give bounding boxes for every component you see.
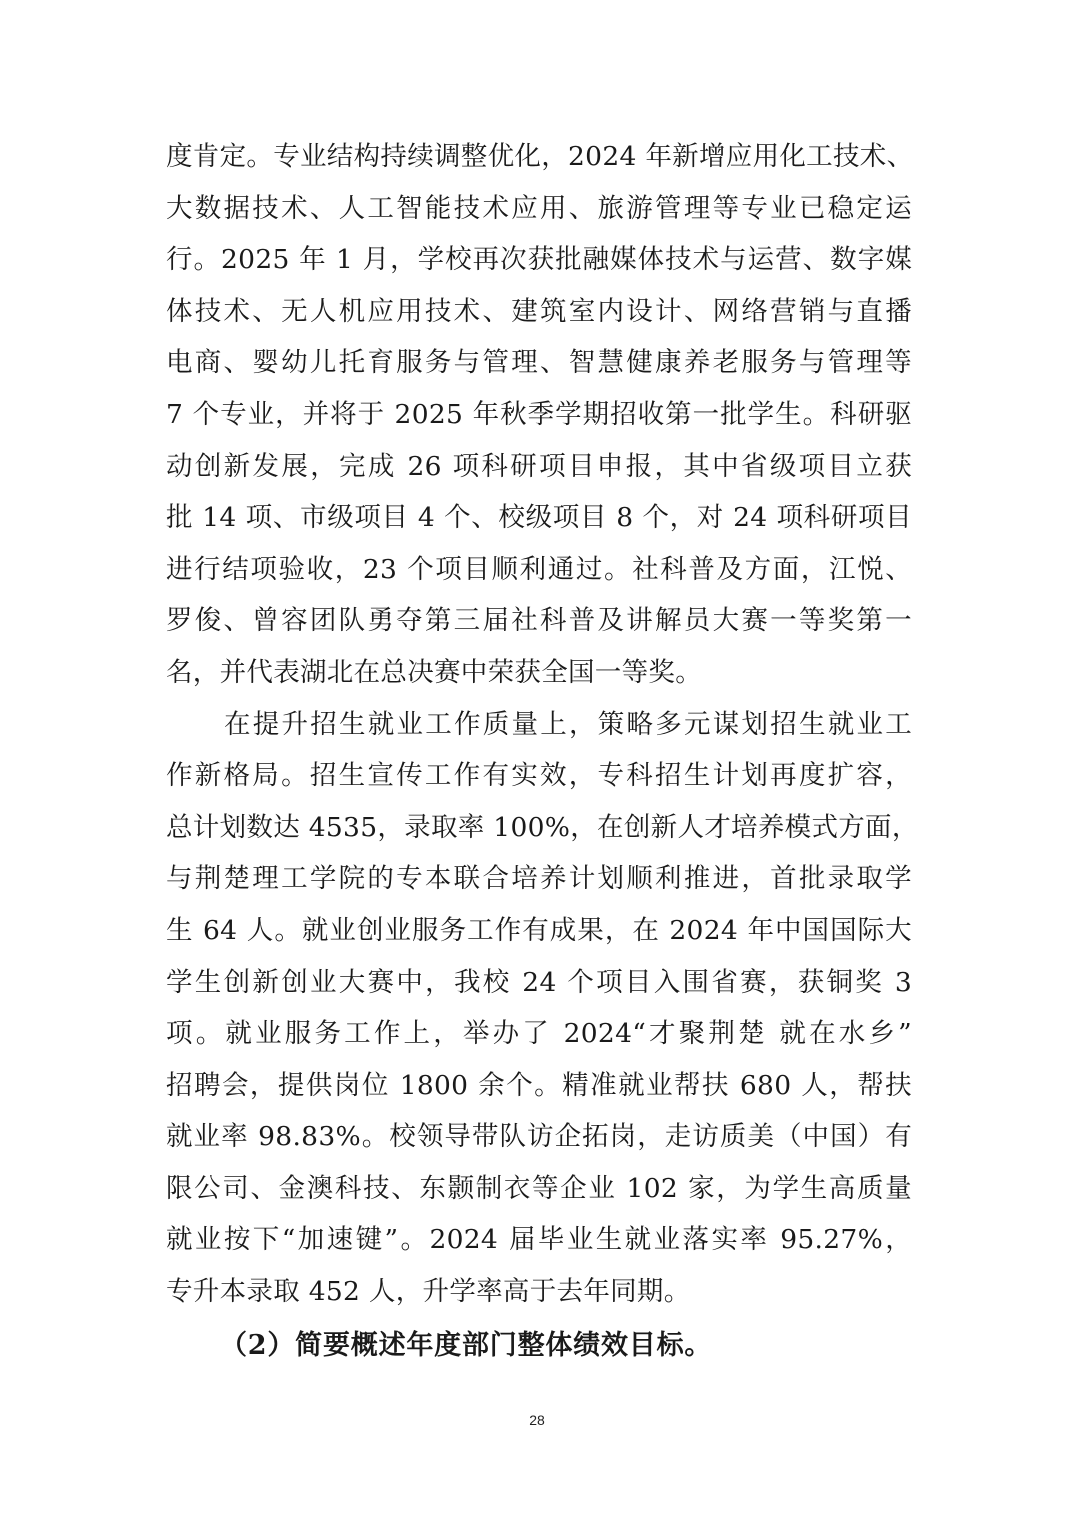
paragraph-1-line-2: 大数据技术、人工智能技术应用、旅游管理等专业已稳定运 <box>166 192 912 224</box>
paragraph-1-line-8: 批 14 项、市级项目 4 个、校级项目 8 个，对 24 项科研项目 <box>166 502 912 534</box>
page-number: 28 <box>529 1412 545 1428</box>
paragraph-1-line-6: 7 个专业，并将于 2025 年秋季学期招收第一批学生。科研驱 <box>166 398 912 430</box>
paragraph-2-line-7: 项。就业服务工作上，举办了 2024“才聚荆楚 就在水乡” <box>166 1018 912 1050</box>
paragraph-2-line-2: 作新格局。招生宣传工作有实效，专科招生计划再度扩容， <box>166 760 912 792</box>
paragraph-2-line-5: 生 64 人。就业创业服务工作有成果，在 2024 年中国国际大 <box>166 914 912 946</box>
paragraph-1-line-1: 度肯定。专业结构持续调整优化，2024 年新增应用化工技术、 <box>166 141 914 172</box>
paragraph-2-line-6: 学生创新创业大赛中，我校 24 个项目入围省赛，获铜奖 3 <box>166 966 912 998</box>
paragraph-2 <box>166 699 919 1318</box>
body-text <box>166 131 919 1318</box>
paragraph-2-line-8: 招聘会，提供岗位 1800 余个。精准就业帮扶 680 人，帮扶 <box>166 1069 912 1101</box>
paragraph-2-line-12: 专升本录取 452 人，升学率高于去年同期。 <box>166 1276 691 1308</box>
paragraph-2-line-10: 限公司、金澳科技、东颢制衣等企业 102 家，为学生高质量 <box>166 1172 912 1204</box>
paragraph-2-line-1: 在提升招生就业工作质量上，策略多元谋划招生就业工 <box>224 708 912 740</box>
paragraph-2-line-3: 总计划数达 4535，录取率 100%，在创新人才培养模式方面， <box>166 811 919 843</box>
paragraph-2-line-9: 就业率 98.83%。校领导带队访企拓岗，走访质美（中国）有 <box>166 1121 912 1153</box>
paragraph-1-line-5: 电商、婴幼儿托育服务与管理、智慧健康养老服务与管理等 <box>166 347 912 379</box>
paragraph-1-line-4: 体技术、无人机应用技术、建筑室内设计、网络营销与直播 <box>166 295 912 327</box>
paragraph-1-line-9: 进行结项验收，23 个项目顺利通过。社科普及方面，江悦、 <box>166 553 912 585</box>
paragraph-1-line-3: 行。2025 年 1 月，学校再次获批融媒体技术与运营、数字媒 <box>166 244 912 276</box>
paragraph-2-line-4: 与荆楚理工学院的专本联合培养计划顺利推进，首批录取学 <box>166 863 912 895</box>
paragraph-2-line-11: 就业按下“加速键”。2024 届毕业生就业落实率 95.27%， <box>166 1224 912 1256</box>
paragraph-1-line-7: 动创新发展，完成 26 项科研项目申报，其中省级项目立获 <box>166 450 912 482</box>
section-heading: （2）简要概述年度部门整体绩效目标。 <box>220 1330 713 1361</box>
paragraph-1-line-10: 罗俊、曾容团队勇夺第三届社科普及讲解员大赛一等奖第一 <box>166 605 912 637</box>
paragraph-1 <box>166 131 912 699</box>
paragraph-1-line-11: 名，并代表湖北在总决赛中荣获全国一等奖。 <box>166 656 702 688</box>
